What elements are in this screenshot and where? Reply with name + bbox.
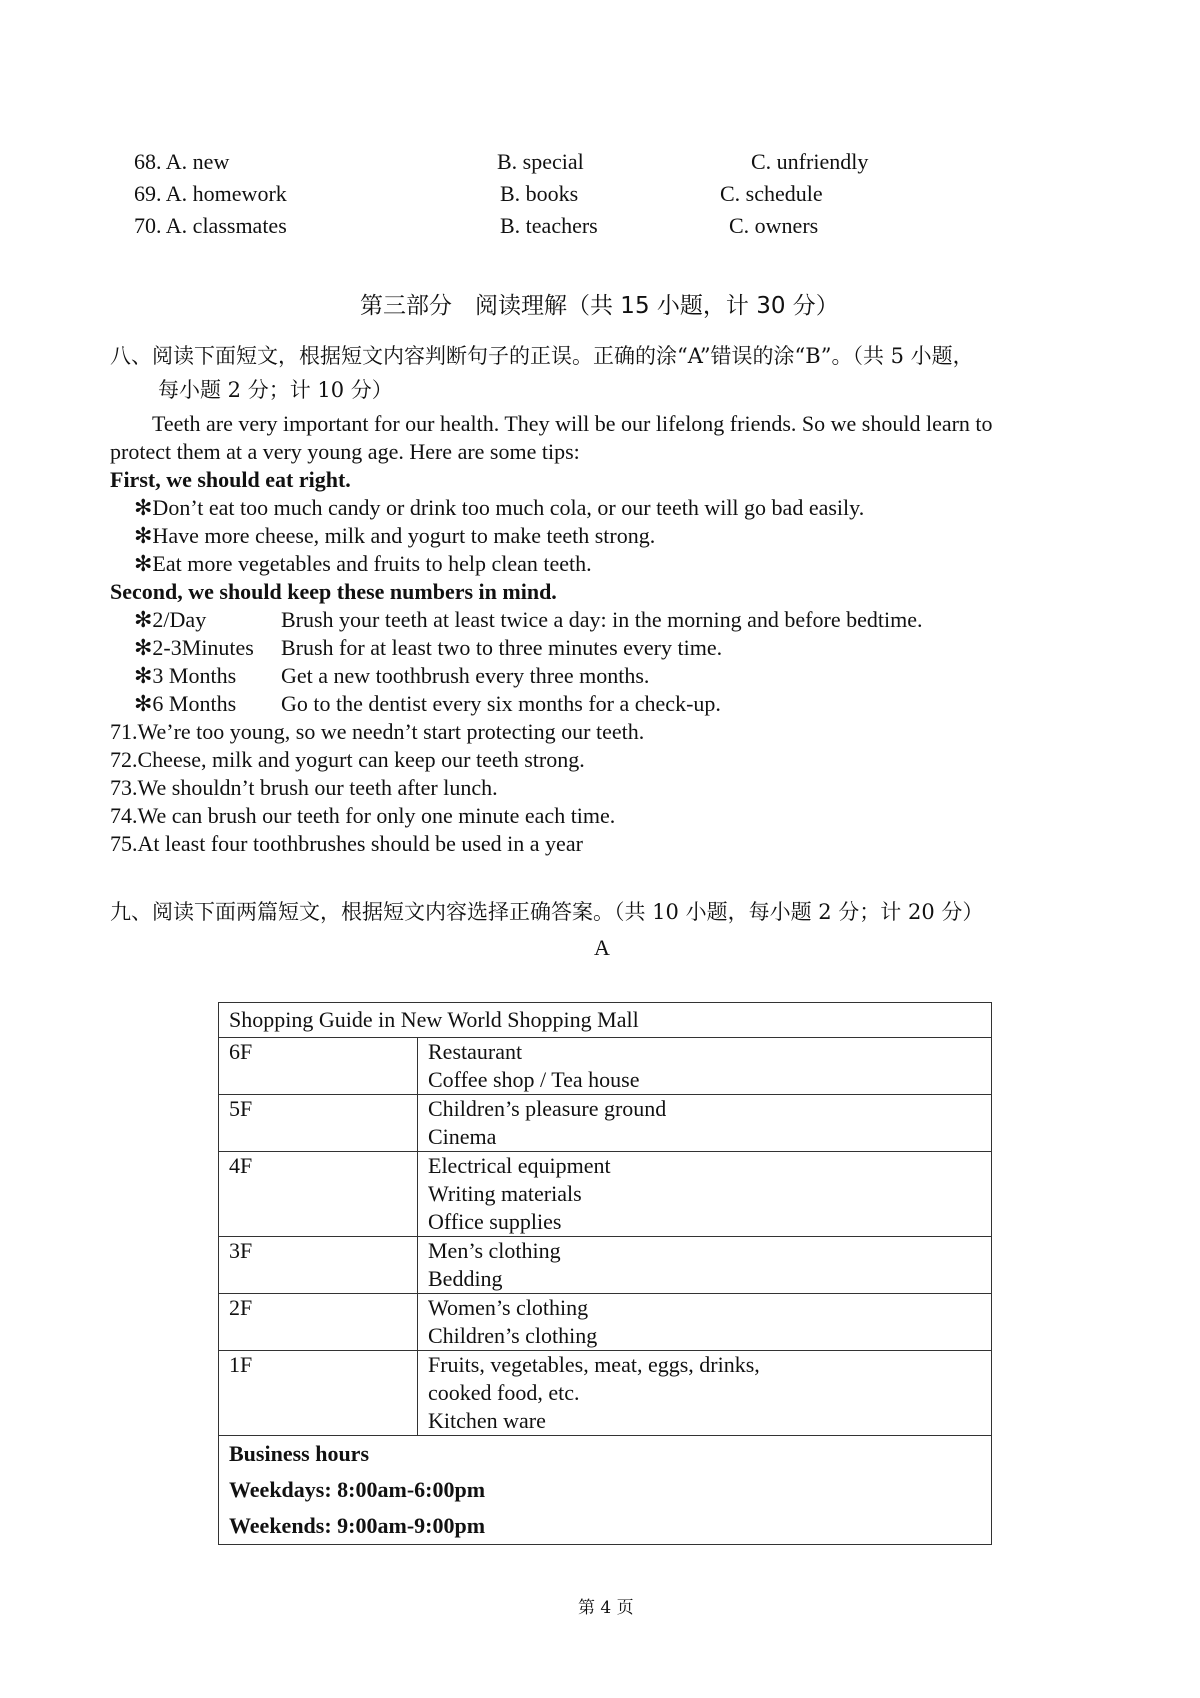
section9-instruction: 九、阅读下面两篇短文，根据短文内容选择正确答案。（共 10 小题，每小题 2 分；计 20 分） <box>110 900 984 924</box>
option-a: 69. A. homework <box>134 181 287 206</box>
number-text: Go to the dentist every six months for a check-up. <box>281 691 721 716</box>
question-74: 74.We can brush our teeth for only one minute each time. <box>110 803 616 828</box>
option-c: C. owners <box>729 213 819 238</box>
floor-cell: 4F <box>219 1152 418 1237</box>
number-text: Brush your teeth at least twice a day: in the morning and before bedtime. <box>281 607 923 632</box>
intro-line1: Teeth are very important for our health. They will be our lifelong friends. So we should learn to <box>152 411 993 436</box>
floor-cell: 3F <box>219 1237 418 1294</box>
floor-cell: 5F <box>219 1095 418 1152</box>
table-row <box>219 1237 992 1294</box>
option-b: B. teachers <box>500 213 598 238</box>
tip-item: ✻Don’t eat too much candy or drink too much cola, or our teeth will go bad easily. <box>134 495 865 520</box>
tips-heading-2: Second, we should keep these numbers in mind. <box>110 579 557 604</box>
shopping-guide-table <box>218 1002 992 1545</box>
option-a: 68. A. new <box>134 149 230 174</box>
floor-cell: 2F <box>219 1294 418 1351</box>
table-row <box>219 1095 992 1152</box>
section8-instruction-line1: 八、阅读下面短文，根据短文内容判断句子的正误。正确的涂“A”错误的涂“B”。（共 5 小题， <box>110 344 974 368</box>
tip-item: ✻Eat more vegetables and fruits to help clean teeth. <box>134 551 592 576</box>
option-a: 70. A. classmates <box>134 213 287 238</box>
question-72: 72.Cheese, milk and yogurt can keep our teeth strong. <box>110 747 585 772</box>
tips-heading-1: First, we should eat right. <box>110 467 351 492</box>
page-number: 第 4 页 <box>578 1598 634 1618</box>
business-hours-title: Business hours <box>229 1441 370 1466</box>
list-item: cooked food, etc. <box>428 1380 580 1405</box>
question-75: 75.At least four toothbrushes should be used in a year <box>110 831 583 856</box>
number-key: ✻2-3Minutes <box>134 635 254 660</box>
option-c: C. unfriendly <box>751 149 869 174</box>
table-title: Shopping Guide in New World Shopping Mall <box>219 1003 992 1038</box>
number-key: ✻2/Day <box>134 607 207 632</box>
question-73: 73.We shouldn’t brush our teeth after lunch. <box>110 775 498 800</box>
list-item: Women’s clothing <box>428 1295 589 1320</box>
list-item: Fruits, vegetables, meat, eggs, drinks, <box>428 1352 760 1377</box>
floor-cell: 6F <box>219 1038 418 1095</box>
section8-instruction-line2: 每小题 2 分；计 10 分） <box>158 378 393 402</box>
items-cell <box>418 1152 992 1237</box>
table-row <box>219 1038 992 1095</box>
list-item: Coffee shop / Tea house <box>428 1067 640 1092</box>
table-title-row <box>219 1003 992 1038</box>
items-cell <box>418 1095 992 1152</box>
option-b: B. special <box>497 149 584 174</box>
intro-line2: protect them at a very young age. Here are some tips: <box>110 439 580 464</box>
items-cell <box>418 1038 992 1095</box>
weekends-hours: Weekends: 9:00am-9:00pm <box>229 1513 486 1538</box>
part-title: 第三部分 阅读理解（共 15 小题，计 30 分） <box>360 293 839 319</box>
list-item: Children’s pleasure ground <box>428 1096 667 1121</box>
number-text: Brush for at least two to three minutes every time. <box>281 635 723 660</box>
table-row <box>219 1351 992 1436</box>
passage-label: A <box>594 935 610 960</box>
floor-cell: 1F <box>219 1351 418 1436</box>
list-item: Bedding <box>428 1266 503 1291</box>
business-hours-row <box>219 1436 992 1545</box>
items-cell <box>418 1294 992 1351</box>
tip-item: ✻Have more cheese, milk and yogurt to make teeth strong. <box>134 523 656 548</box>
number-key: ✻3 Months <box>134 663 237 688</box>
table-row <box>219 1152 992 1237</box>
list-item: Men’s clothing <box>428 1238 561 1263</box>
number-text: Get a new toothbrush every three months. <box>281 663 650 688</box>
list-item: Restaurant <box>428 1039 523 1064</box>
items-cell <box>418 1237 992 1294</box>
list-item: Office supplies <box>428 1209 562 1234</box>
option-b: B. books <box>500 181 579 206</box>
business-hours-cell <box>219 1436 992 1545</box>
number-key: ✻6 Months <box>134 691 237 716</box>
question-71: 71.We’re too young, so we needn’t start protecting our teeth. <box>110 719 645 744</box>
items-cell <box>418 1351 992 1436</box>
weekdays-hours: Weekdays: 8:00am-6:00pm <box>229 1477 486 1502</box>
list-item: Kitchen ware <box>428 1408 546 1433</box>
table-row <box>219 1294 992 1351</box>
list-item: Cinema <box>428 1124 497 1149</box>
list-item: Children’s clothing <box>428 1323 598 1348</box>
list-item: Electrical equipment <box>428 1153 611 1178</box>
option-c: C. schedule <box>720 181 823 206</box>
list-item: Writing materials <box>428 1181 582 1206</box>
